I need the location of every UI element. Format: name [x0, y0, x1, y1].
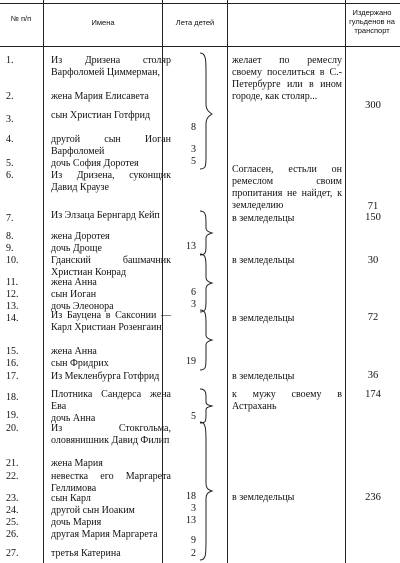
child-age: 3 — [191, 299, 196, 310]
person-name: другой сын Иоган Варфоломей — [51, 134, 171, 158]
person-name: третья Катерина — [51, 548, 121, 559]
row-number: 19. — [6, 410, 19, 421]
child-age: 3 — [191, 144, 196, 155]
row-number: 12. — [6, 289, 19, 300]
person-name: невестка его Маргарета Геллимова — [51, 471, 171, 495]
transport-cost: 30 — [367, 255, 379, 266]
note-text: в земледельцы — [232, 492, 295, 503]
person-name: дочь Дроще — [51, 243, 102, 254]
person-name: сын Иоган — [51, 289, 97, 300]
person-name: Из Бауцена в Саксонии — Карл Христиан Розенгаин — [51, 310, 171, 334]
row-number: 11. — [6, 277, 19, 288]
note-text: в земледельцы — [232, 255, 295, 266]
family-bracket — [199, 253, 213, 313]
row-number: 6. — [6, 170, 14, 181]
row-number: 27. — [6, 548, 19, 559]
person-name: Из Элзаца Бернгард Кейп — [51, 210, 160, 221]
person-name: сын Христиан Готфрид — [51, 110, 151, 121]
transport-cost: 72 — [367, 312, 379, 323]
row-number: 15. — [6, 346, 19, 357]
transport-cost: 300 — [365, 100, 381, 111]
header-top-rule — [0, 3, 400, 4]
row-number: 7. — [6, 213, 14, 224]
row-number: 13. — [6, 301, 19, 312]
person-name: жена Анна — [51, 277, 97, 288]
family-bracket — [199, 388, 213, 424]
person-name: Из Дризена, суконщик Давид Краузе — [51, 170, 171, 194]
row-number: 2. — [6, 91, 14, 102]
person-name: жена Доротея — [51, 231, 110, 242]
header-ages: Лета детей — [175, 18, 215, 27]
person-name: другой сын Иоаким — [51, 505, 135, 516]
row-number: 23. — [6, 493, 19, 504]
header-bottom-rule — [0, 46, 400, 47]
row-number: 25. — [6, 517, 19, 528]
header-sum: Издержано гульденов на транспорт — [349, 8, 395, 35]
child-age: 3 — [191, 503, 196, 514]
child-age: 5 — [191, 156, 196, 167]
family-bracket — [199, 52, 213, 170]
transport-cost: 71 — [367, 201, 379, 212]
child-age: 8 — [191, 122, 196, 133]
note-text: желает по ремеслу своему поселиться в С.-Петербурге или в ином городе, как столяр... — [232, 55, 342, 102]
row-number: 9. — [6, 243, 14, 254]
person-name: дочь Элеонора — [51, 301, 114, 312]
note-text: Согласен, естьли он ремеслом своим пропитания не найдет, к земледелию — [232, 164, 342, 211]
row-number: 1. — [6, 55, 14, 66]
row-number: 22. — [6, 471, 19, 482]
note-text: в земледельцы — [232, 313, 295, 324]
row-number: 16. — [6, 358, 19, 369]
transport-cost: 236 — [365, 492, 381, 503]
row-number: 24. — [6, 505, 19, 516]
person-name: Из Дризена столяр Варфоломей Циммерман, — [51, 55, 171, 79]
note-text: в земледельцы — [232, 371, 295, 382]
row-number: 3. — [6, 114, 14, 125]
person-name: сын Карл — [51, 493, 91, 504]
person-name: жена Мария — [51, 458, 103, 469]
child-age: 18 — [186, 491, 196, 502]
child-age: 9 — [191, 535, 196, 546]
family-bracket — [199, 421, 213, 561]
person-name: Из Стокгольма, оловянишник Давид Филип — [51, 423, 171, 447]
column-divider — [227, 0, 228, 563]
child-age: 19 — [186, 356, 196, 367]
person-name: сын Фридрих — [51, 358, 109, 369]
row-number: 10. — [6, 255, 19, 266]
person-name: дочь София Доротея — [51, 158, 139, 169]
row-number: 18. — [6, 392, 19, 403]
person-name: дочь Анна — [51, 413, 96, 424]
child-age: 13 — [186, 241, 196, 252]
note-text: в земледельцы — [232, 213, 295, 224]
person-name: другая Мария Маргарета — [51, 529, 158, 540]
child-age: 6 — [191, 287, 196, 298]
person-name: жена Мария Елисавета — [51, 91, 149, 102]
person-name: Из Мекленбурга Готфрид — [51, 371, 160, 382]
column-divider — [345, 0, 346, 563]
row-number: 17. — [6, 371, 19, 382]
row-number: 8. — [6, 231, 14, 242]
child-age: 13 — [186, 515, 196, 526]
transport-cost: 36 — [367, 370, 379, 381]
row-number: 21. — [6, 458, 19, 469]
transport-cost: 174 — [365, 389, 381, 400]
person-name: жена Анна — [51, 346, 97, 357]
row-number: 14. — [6, 313, 19, 324]
row-number: 4. — [6, 134, 14, 145]
row-number: 5. — [6, 158, 14, 169]
child-age: 2 — [191, 548, 196, 559]
note-text: к мужу своему в Астрахань — [232, 389, 342, 412]
transport-cost: 150 — [365, 212, 381, 223]
row-number: 26. — [6, 529, 19, 540]
person-name: Плотника Сандерса жена Ева — [51, 389, 171, 413]
row-number: 20. — [6, 423, 19, 434]
column-divider — [43, 0, 44, 563]
family-bracket — [199, 309, 213, 371]
header-num: № п/п — [10, 14, 32, 23]
person-name: дочь Мария — [51, 517, 102, 528]
family-bracket — [199, 210, 213, 256]
child-age: 5 — [191, 411, 196, 422]
header-name: Имена — [91, 18, 115, 27]
person-name: Гданский башмачник Христиан Конрад — [51, 255, 171, 279]
